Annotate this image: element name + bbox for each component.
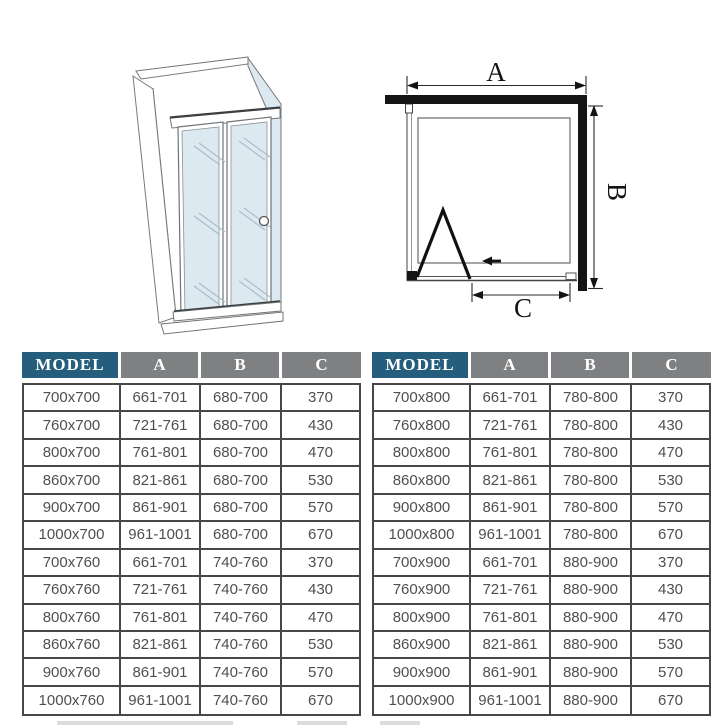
table-row xyxy=(374,440,709,467)
table-cell: 800x760 xyxy=(24,605,121,630)
table-cell: 670 xyxy=(657,692,684,710)
table-cell: 680-700 xyxy=(201,495,282,520)
table-cell: 470 xyxy=(307,608,334,626)
table-cell: 861-901 xyxy=(471,495,551,520)
table-row xyxy=(24,522,359,549)
door-3d-drawing xyxy=(0,0,360,350)
table-cell: 900x700 xyxy=(24,495,121,520)
table-cell: 661-701 xyxy=(121,550,201,575)
table-cell: 370 xyxy=(657,553,684,571)
table-cell: 961-1001 xyxy=(471,687,551,714)
table-cell: 721-761 xyxy=(121,412,201,437)
header-c: C xyxy=(632,352,711,378)
table-cell: 880-900 xyxy=(551,605,632,630)
header-c: C xyxy=(282,352,361,378)
tray-outline xyxy=(418,118,570,263)
table-cell: 370 xyxy=(307,389,334,407)
table-row xyxy=(374,687,709,714)
table-cell: 370 xyxy=(657,389,684,407)
header-b: B xyxy=(551,352,632,378)
table-row xyxy=(24,440,359,467)
label-b: B xyxy=(602,182,632,202)
table-cell: 780-800 xyxy=(551,412,632,437)
table-cell: 880-900 xyxy=(551,577,632,602)
table-cell: 860x800 xyxy=(374,467,471,492)
table-cell: 800x800 xyxy=(374,440,471,465)
table-cell: 530 xyxy=(307,636,334,654)
dimension-diagram xyxy=(360,0,723,350)
top-wall xyxy=(385,95,586,104)
table-row xyxy=(24,577,359,604)
table-cell: 861-901 xyxy=(121,659,201,684)
arrow-a-left-icon xyxy=(407,82,418,90)
size-table-left xyxy=(22,352,361,716)
table-row xyxy=(24,605,359,632)
table-cell: 1000x700 xyxy=(24,522,121,547)
table-cell: 761-801 xyxy=(121,605,201,630)
table-cell: 761-801 xyxy=(121,440,201,465)
table-cell: 800x900 xyxy=(374,605,471,630)
table-row xyxy=(374,467,709,494)
size-table-right xyxy=(372,352,711,716)
table-cell: 780-800 xyxy=(551,440,632,465)
table-cell: 661-701 xyxy=(121,385,201,410)
table-cell: 370 xyxy=(307,553,334,571)
table-cell: 740-760 xyxy=(201,632,282,657)
table-cell: 470 xyxy=(657,444,684,462)
table-cell: 570 xyxy=(657,663,684,681)
table-cell: 880-900 xyxy=(551,659,632,684)
table-cell: 780-800 xyxy=(551,385,632,410)
table-cell: 740-760 xyxy=(201,687,282,714)
cropped-row-fragment xyxy=(297,721,347,725)
table-cell: 430 xyxy=(657,416,684,434)
table-cell: 670 xyxy=(307,692,334,710)
table-cell: 1000x900 xyxy=(374,687,471,714)
table-cell: 670 xyxy=(657,526,684,544)
table-cell: 740-760 xyxy=(201,577,282,602)
table-cell: 760x760 xyxy=(24,577,121,602)
door-knob xyxy=(260,217,269,226)
header-b: B xyxy=(201,352,282,378)
header-a: A xyxy=(471,352,551,378)
table-cell: 680-700 xyxy=(201,385,282,410)
table-cell: 680-700 xyxy=(201,522,282,547)
table-row xyxy=(374,577,709,604)
table-cell: 780-800 xyxy=(551,522,632,547)
table-cell: 430 xyxy=(657,581,684,599)
table-cell: 821-861 xyxy=(471,467,551,492)
table-cell: 680-700 xyxy=(201,440,282,465)
table-cell: 761-801 xyxy=(471,605,551,630)
table-row xyxy=(374,550,709,577)
table-row xyxy=(24,385,359,412)
table-cell: 570 xyxy=(307,663,334,681)
table-cell: 880-900 xyxy=(551,687,632,714)
table-cell: 430 xyxy=(307,416,334,434)
table-cell: 900x800 xyxy=(374,495,471,520)
header-model: MODEL xyxy=(22,352,121,378)
table-cell: 530 xyxy=(657,471,684,489)
table-cell: 760x800 xyxy=(374,412,471,437)
slide-arrow-icon xyxy=(482,257,492,266)
table-cell: 740-760 xyxy=(201,659,282,684)
table-cell: 430 xyxy=(307,581,334,599)
table-header xyxy=(372,352,711,378)
table-cell: 860x900 xyxy=(374,632,471,657)
table-cell: 470 xyxy=(307,444,334,462)
table-row xyxy=(24,632,359,659)
table-cell: 670 xyxy=(307,526,334,544)
dimension-b xyxy=(588,106,603,289)
header-a: A xyxy=(121,352,201,378)
corner-block xyxy=(407,271,417,280)
table-row xyxy=(24,687,359,714)
table-cell: 821-861 xyxy=(121,632,201,657)
table-row xyxy=(24,412,359,439)
table-cell: 861-901 xyxy=(121,495,201,520)
table-cell: 680-700 xyxy=(201,467,282,492)
folded-door xyxy=(417,210,470,279)
arrow-c-left-icon xyxy=(472,291,483,299)
table-cell: 680-700 xyxy=(201,412,282,437)
table-cell: 761-801 xyxy=(471,440,551,465)
table-cell: 961-1001 xyxy=(121,522,201,547)
table-cell: 721-761 xyxy=(471,412,551,437)
table-cell: 470 xyxy=(657,608,684,626)
table-cell: 961-1001 xyxy=(471,522,551,547)
table-cell: 861-901 xyxy=(471,659,551,684)
table-cell: 760x700 xyxy=(24,412,121,437)
track-end-notch xyxy=(566,273,576,280)
table-cell: 700x900 xyxy=(374,550,471,575)
cropped-row-fragment xyxy=(57,721,233,725)
table-cell: 780-800 xyxy=(551,495,632,520)
table-cell: 721-761 xyxy=(471,577,551,602)
table-cell: 700x760 xyxy=(24,550,121,575)
table-row xyxy=(374,632,709,659)
table-body xyxy=(372,383,711,716)
table-cell: 900x760 xyxy=(24,659,121,684)
table-cell: 721-761 xyxy=(121,577,201,602)
table-row xyxy=(374,522,709,549)
header-model: MODEL xyxy=(372,352,471,378)
table-cell: 700x700 xyxy=(24,385,121,410)
table-cell: 1000x800 xyxy=(374,522,471,547)
table-header xyxy=(22,352,361,378)
table-row xyxy=(374,412,709,439)
pivot-hinge xyxy=(406,104,413,113)
table-cell: 860x760 xyxy=(24,632,121,657)
table-cell: 661-701 xyxy=(471,385,551,410)
label-c: C xyxy=(513,293,533,323)
table-cell: 760x900 xyxy=(374,577,471,602)
table-cell: 700x800 xyxy=(374,385,471,410)
table-cell: 900x900 xyxy=(374,659,471,684)
table-cell: 780-800 xyxy=(551,467,632,492)
label-a: A xyxy=(486,57,506,87)
table-row xyxy=(24,495,359,522)
table-cell: 570 xyxy=(307,498,334,516)
table-cell: 800x700 xyxy=(24,440,121,465)
back-wall-top-edge xyxy=(136,57,248,79)
arrow-b-bottom-icon xyxy=(590,278,598,289)
right-wall xyxy=(578,95,587,291)
table-row xyxy=(374,659,709,686)
table-row xyxy=(24,467,359,494)
table-row xyxy=(374,385,709,412)
table-cell: 821-861 xyxy=(121,467,201,492)
table-cell: 740-760 xyxy=(201,605,282,630)
table-cell: 880-900 xyxy=(551,550,632,575)
arrow-c-right-icon xyxy=(559,291,570,299)
table-cell: 570 xyxy=(657,498,684,516)
table-cell: 961-1001 xyxy=(121,687,201,714)
table-cell: 821-861 xyxy=(471,632,551,657)
table-cell: 530 xyxy=(657,636,684,654)
table-row xyxy=(374,495,709,522)
table-cell: 530 xyxy=(307,471,334,489)
table-body xyxy=(22,383,361,716)
table-row xyxy=(374,605,709,632)
cropped-row-fragment xyxy=(380,721,420,725)
arrow-a-right-icon xyxy=(575,82,586,90)
arrow-b-top-icon xyxy=(590,105,598,116)
table-cell: 860x700 xyxy=(24,467,121,492)
left-wall xyxy=(133,76,176,323)
table-cell: 661-701 xyxy=(471,550,551,575)
table-row xyxy=(24,550,359,577)
table-cell: 880-900 xyxy=(551,632,632,657)
table-cell: 740-760 xyxy=(201,550,282,575)
table-cell: 1000x760 xyxy=(24,687,121,714)
table-row xyxy=(24,659,359,686)
